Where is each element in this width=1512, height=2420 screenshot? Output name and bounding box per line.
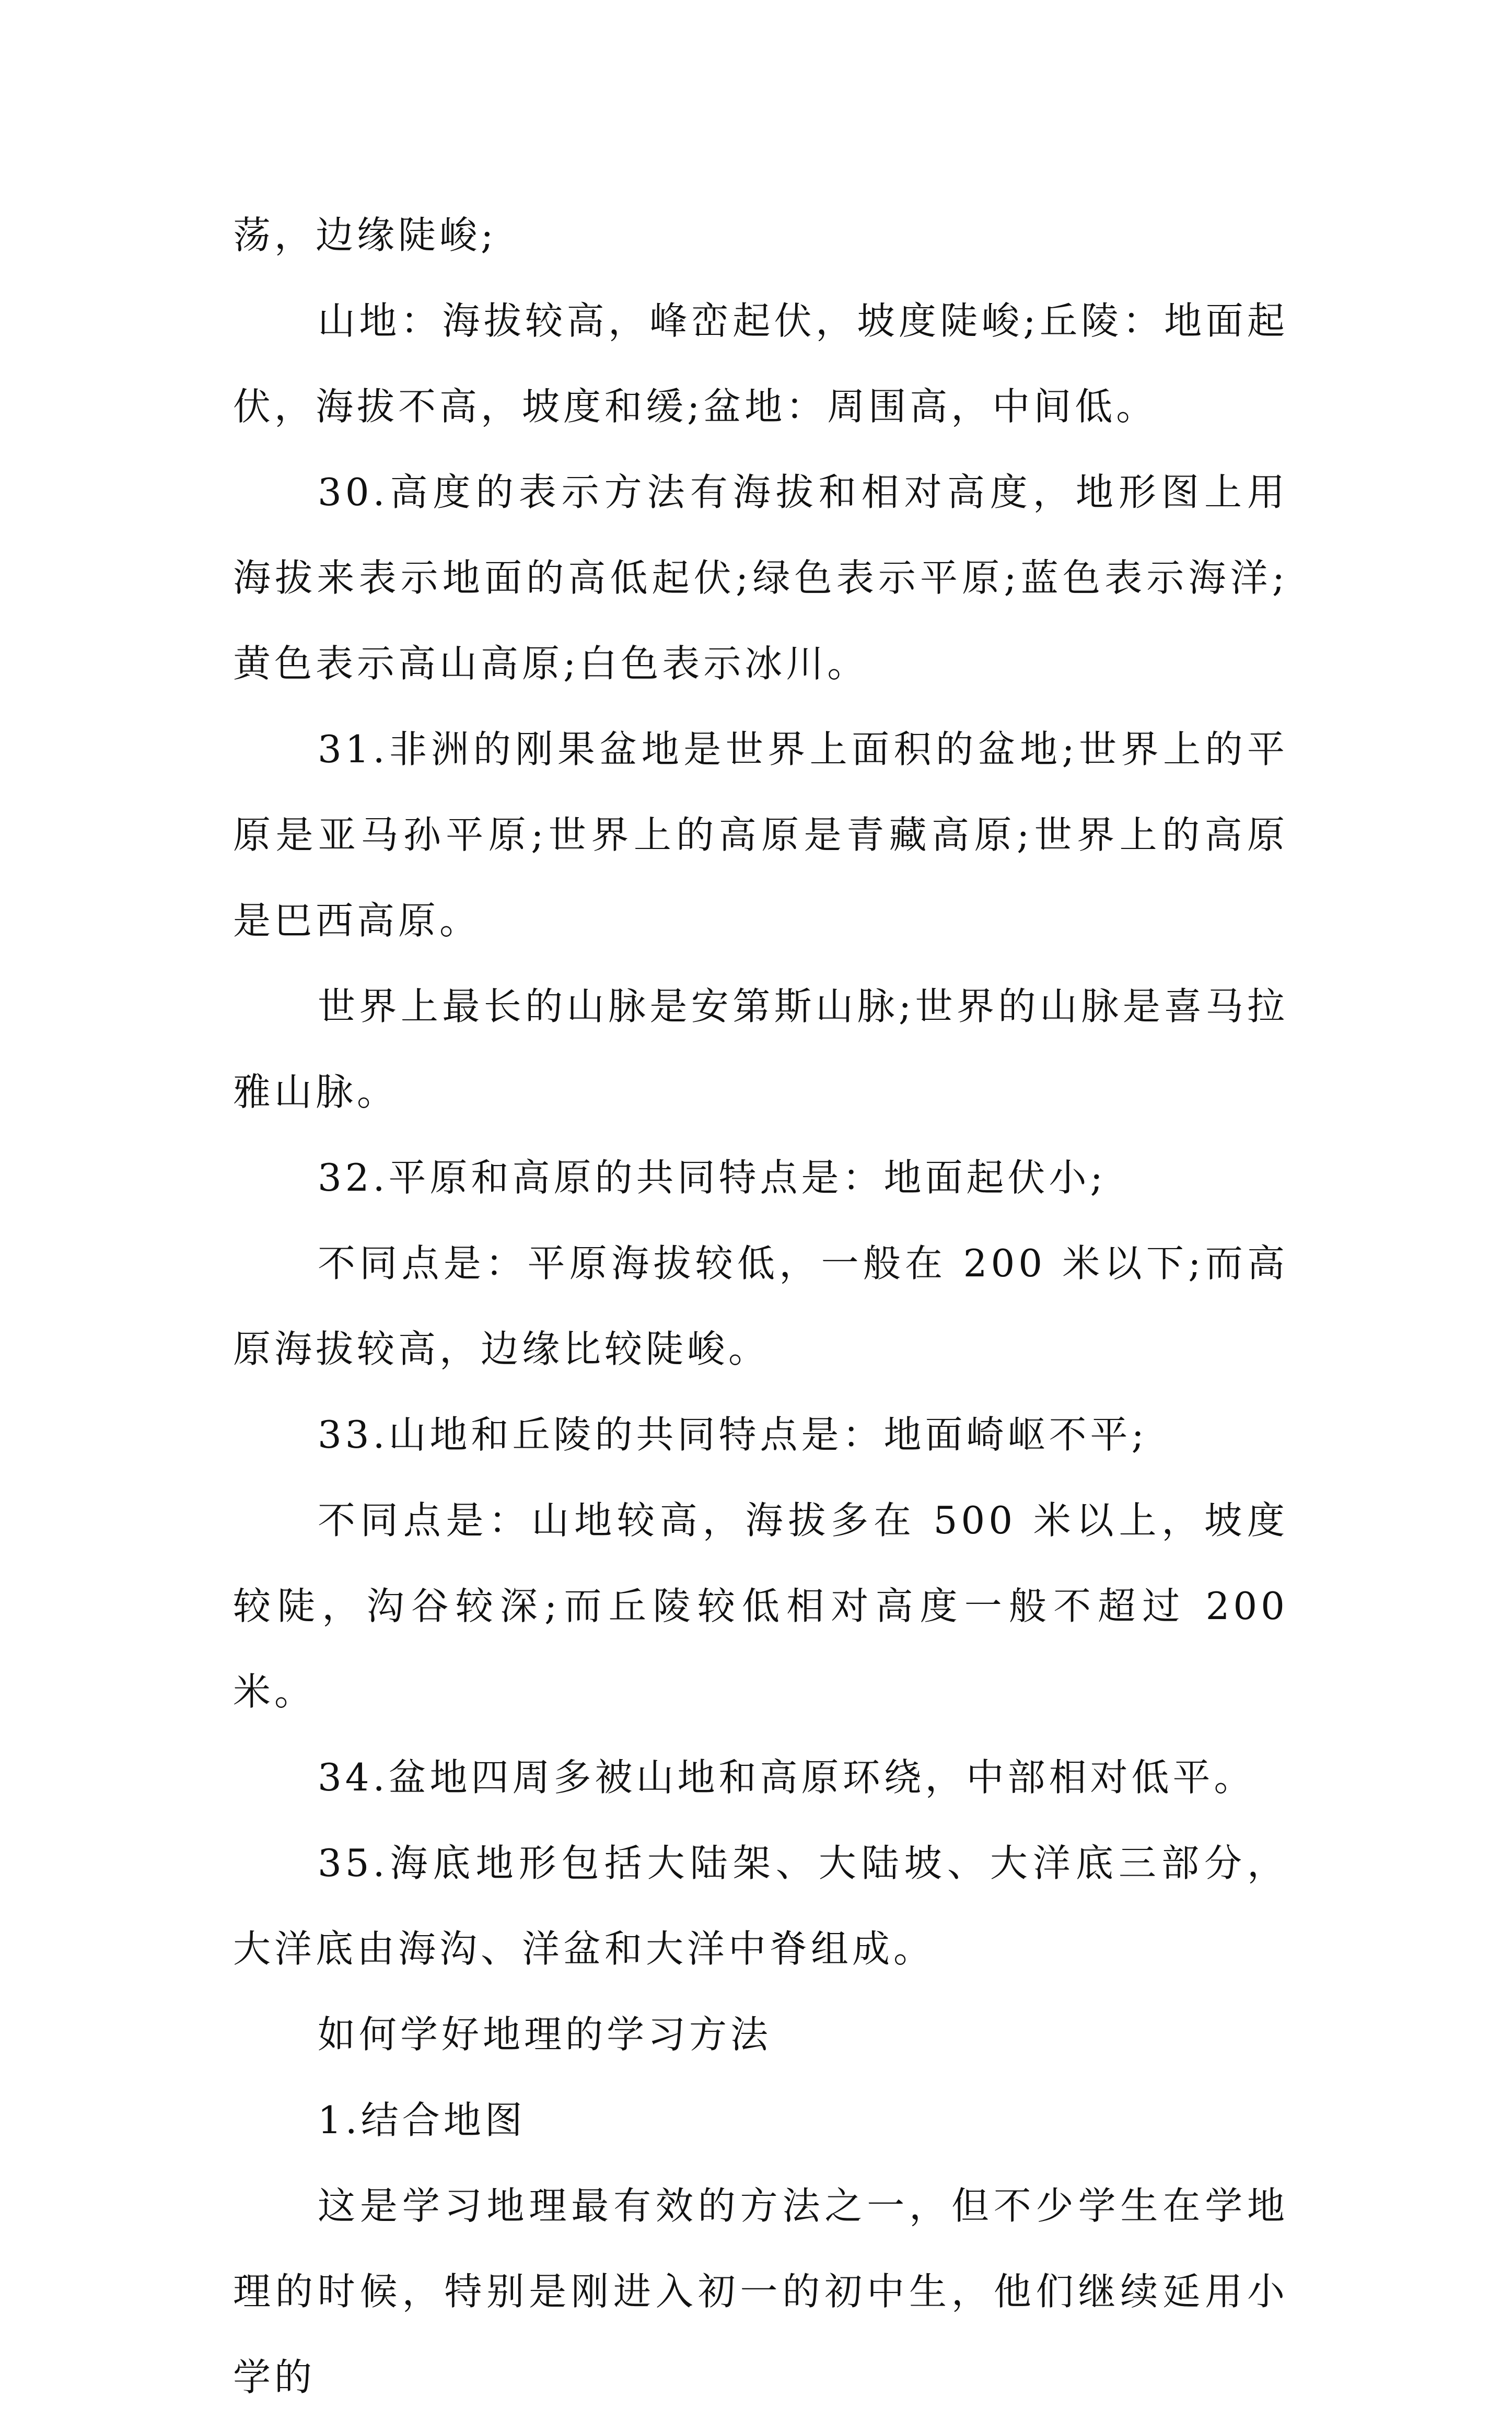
paragraph: 35.海底地形包括大陆架、大陆坡、大洋底三部分，大洋底由海沟、洋盆和大洋中脊组成。 <box>233 1841 1288 1971</box>
paragraph: 这是学习地理最有效的方法之一，但不少学生在学地理的时候，特别是刚进入初一的初中生，他们继续延用小学的 <box>233 2184 1288 2399</box>
paragraph: 世界上最长的山脉是安第斯山脉;世界的山脉是喜马拉雅山脉。 <box>233 984 1288 1114</box>
paragraph: 30.高度的表示方法有海拔和相对高度，地形图上用海拔来表示地面的高低起伏;绿色表示平原;蓝色表示海洋;黄色表示高山高原;白色表示冰川。 <box>233 470 1288 685</box>
subsection-heading: 1.结合地图 <box>318 2098 526 2142</box>
document-body <box>233 192 1288 2420</box>
paragraph: 33.山地和丘陵的共同特点是：地面崎岖不平; <box>318 1413 1148 1457</box>
paragraph: 不同点是：山地较高，海拔多在 500 米以上，坡度较陡，沟谷较深;而丘陵较低相对高度一般不超过 200 米。 <box>233 1498 1288 1714</box>
paragraph: 34.盆地四周多被山地和高原环绕，中部相对低平。 <box>318 1755 1255 1799</box>
paragraph: 荡，边缘陡峻; <box>233 213 497 257</box>
paragraph: 不同点是：平原海拔较低，一般在 200 米以下;而高原海拔较高，边缘比较陡峻。 <box>233 1241 1288 1371</box>
section-heading: 如何学好地理的学习方法 <box>318 2012 772 2056</box>
paragraph: 31.非洲的刚果盆地是世界上面积的盆地;世界上的平原是亚马孙平原;世界上的高原是青藏高原;世界上的高原是巴西高原。 <box>233 727 1288 943</box>
paragraph: 32.平原和高原的共同特点是：地面起伏小; <box>318 1156 1107 1200</box>
paragraph: 山地：海拔较高，峰峦起伏，坡度陡峻;丘陵：地面起伏，海拔不高，坡度和缓;盆地：周围高，中间低。 <box>233 299 1288 428</box>
